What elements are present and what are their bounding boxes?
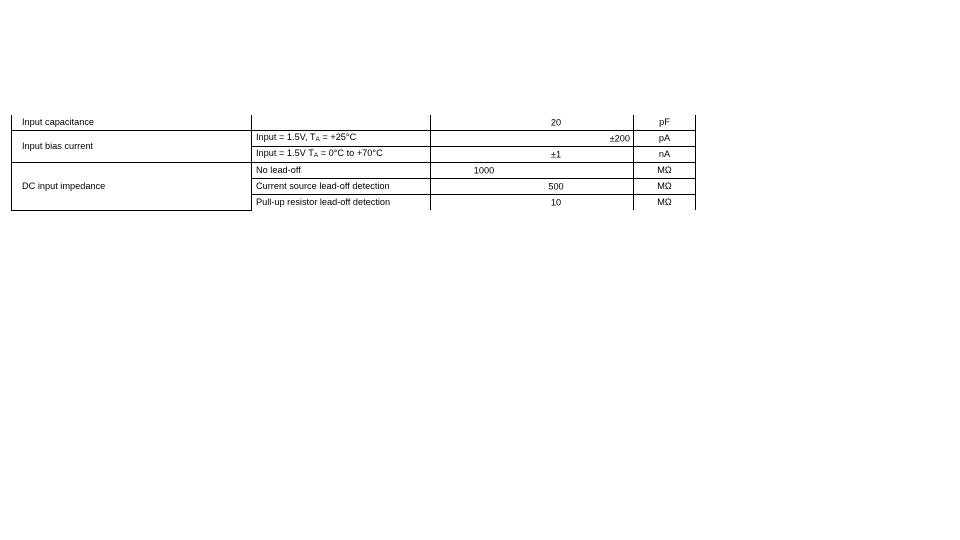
unit-cell: MΩ [634, 179, 696, 195]
condition-cell [252, 131, 431, 147]
unit-cell: MΩ [634, 195, 696, 211]
parameter-cell: Input capacitance [12, 115, 252, 131]
parameter-cell: DC input impedance [12, 163, 252, 211]
min-value: 1000 [473, 164, 495, 175]
condition-text: Input = 1.5V T [256, 148, 314, 159]
condition-subscript: A [315, 136, 320, 144]
condition-suffix: = +25°C [319, 132, 357, 143]
value-cell [431, 179, 634, 195]
typ-value: ±1 [550, 148, 562, 159]
condition-cell: No lead-off [252, 163, 431, 179]
table-row [12, 115, 696, 131]
condition-cell: Pull-up resistor lead-off detection [252, 195, 431, 211]
max-value: ±200 [609, 132, 630, 143]
unit-cell: nA [634, 147, 696, 163]
condition-suffix: = 0°C to +70°C [318, 148, 383, 159]
typ-value: 10 [550, 196, 562, 207]
value-cell [431, 131, 634, 147]
unit-cell: pA [634, 131, 696, 147]
typ-value: 20 [550, 116, 562, 127]
condition-text: Input = 1.5V, T [256, 132, 316, 143]
condition-cell [252, 147, 431, 163]
unit-cell: pF [634, 115, 696, 131]
value-cell [431, 115, 634, 131]
typ-value: 500 [548, 180, 564, 191]
value-cell [431, 163, 634, 179]
condition-cell: Current source lead-off detection [252, 179, 431, 195]
condition-cell [252, 115, 431, 131]
value-cell [431, 147, 634, 163]
parameter-cell: Input bias current [12, 131, 252, 163]
value-cell [431, 195, 634, 211]
table-row [12, 163, 696, 179]
unit-cell: MΩ [634, 163, 696, 179]
table-row [12, 131, 696, 147]
condition-subscript: A [313, 152, 319, 160]
spec-table [11, 115, 696, 211]
